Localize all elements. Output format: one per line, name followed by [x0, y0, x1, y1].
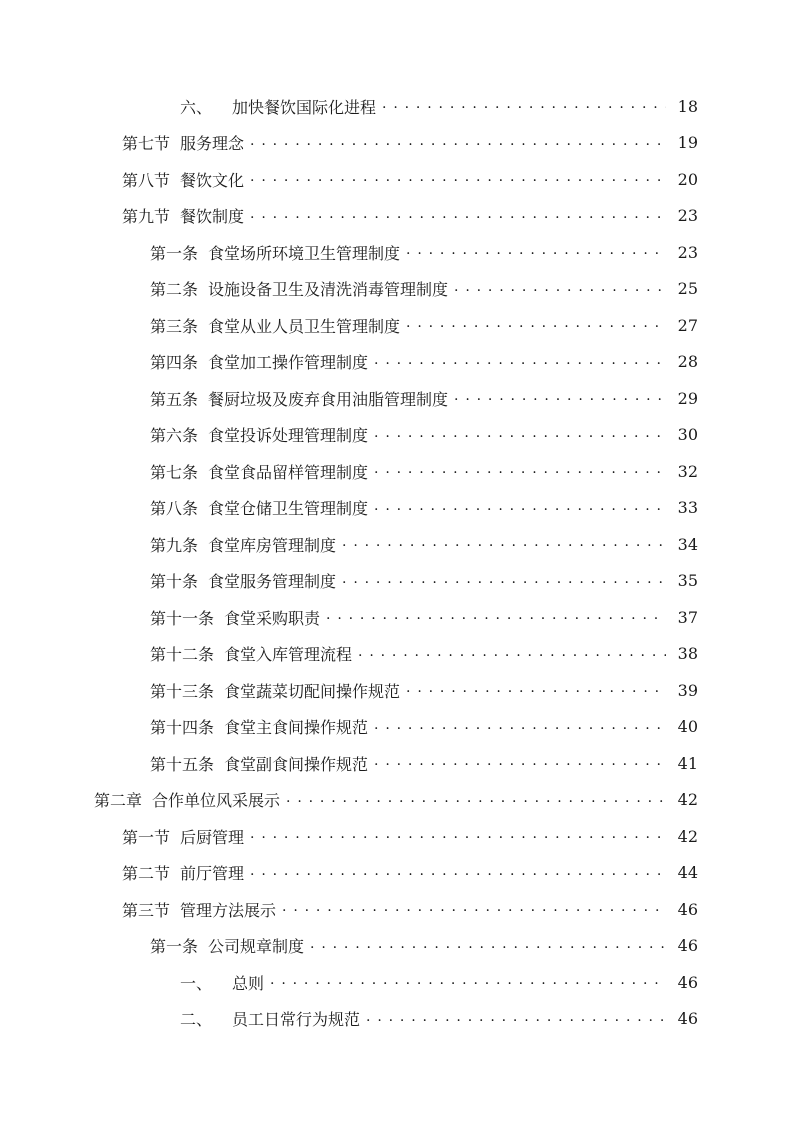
toc-entry[interactable] [0, 526, 794, 563]
toc-entry-number: 第十二条 [150, 645, 215, 665]
toc-entry[interactable] [0, 964, 794, 1001]
toc-entry-page: 41 [677, 753, 698, 773]
toc-entry-title: 总则 [232, 973, 265, 993]
dot-leader [250, 827, 666, 845]
toc-entry-title: 前厅管理 [180, 864, 245, 884]
toc-entry-number: 第七节 [122, 134, 171, 154]
toc-entry-title: 加快餐饮国际化进程 [232, 97, 377, 117]
toc-entry-number: 第十四条 [150, 718, 215, 738]
toc-entry-title: 食堂主食间操作规范 [224, 718, 369, 738]
toc-entry-page: 42 [677, 790, 698, 810]
toc-entry[interactable] [0, 709, 794, 746]
toc-entry-page: 30 [677, 425, 698, 445]
toc-entry[interactable] [0, 782, 794, 819]
toc-entry-number: 第九节 [122, 207, 171, 227]
toc-entry-number: 第十条 [150, 572, 199, 592]
toc-entry-page: 18 [677, 96, 698, 116]
dot-leader [310, 937, 666, 955]
toc-entry-page: 33 [677, 498, 698, 518]
toc-entry-title: 食堂蔬菜切配间操作规范 [224, 681, 401, 701]
toc-entry-title: 食堂副食间操作规范 [224, 754, 369, 774]
dot-leader [374, 754, 666, 772]
toc-entry-number: 二、 [180, 1010, 213, 1030]
toc-entry-number: 第三节 [122, 900, 171, 920]
dot-leader [250, 170, 666, 188]
toc-entry[interactable] [0, 745, 794, 782]
toc-entry-number: 第八节 [122, 170, 171, 190]
dot-leader [454, 389, 666, 407]
toc-entry[interactable] [0, 1001, 794, 1038]
dot-leader [366, 1010, 666, 1028]
dot-leader [358, 645, 666, 663]
toc-entry[interactable] [0, 380, 794, 417]
toc-entry-page: 20 [677, 169, 698, 189]
toc-entry-page: 34 [677, 534, 698, 554]
toc-entry-number: 第一条 [150, 937, 199, 957]
toc-entry-page: 19 [677, 133, 698, 153]
toc-entry-title: 设施设备卫生及清洗消毒管理制度 [208, 280, 449, 300]
toc-entry-number: 第五条 [150, 389, 199, 409]
toc-entry-number: 第八条 [150, 499, 199, 519]
toc-entry[interactable] [0, 818, 794, 855]
dot-leader [406, 316, 666, 334]
toc-entry[interactable] [0, 88, 794, 125]
toc-entry-number: 第九条 [150, 535, 199, 555]
dot-leader [406, 681, 666, 699]
toc-entry-number: 第六条 [150, 426, 199, 446]
dot-leader [250, 207, 666, 225]
toc-entry-number: 第十一条 [150, 608, 215, 628]
toc-entry-page: 32 [677, 461, 698, 481]
dot-leader [374, 718, 666, 736]
dot-leader [454, 280, 666, 298]
toc-entry[interactable] [0, 672, 794, 709]
toc-entry[interactable] [0, 636, 794, 673]
dot-leader [342, 535, 666, 553]
toc-entry[interactable] [0, 344, 794, 381]
table-of-contents [0, 88, 794, 1037]
toc-entry[interactable] [0, 271, 794, 308]
dot-leader [250, 864, 666, 882]
toc-entry-title: 员工日常行为规范 [232, 1010, 361, 1030]
toc-entry-title: 食堂仓储卫生管理制度 [208, 499, 369, 519]
toc-entry[interactable] [0, 855, 794, 892]
toc-entry-title: 食堂服务管理制度 [208, 572, 337, 592]
toc-entry-title: 食堂投诉处理管理制度 [208, 426, 369, 446]
dot-leader [286, 791, 666, 809]
toc-entry[interactable] [0, 563, 794, 600]
toc-entry-number: 第十三条 [150, 681, 215, 701]
dot-leader [374, 353, 666, 371]
toc-entry-page: 42 [677, 826, 698, 846]
toc-entry-page: 38 [677, 644, 698, 664]
toc-entry-number: 第七条 [150, 462, 199, 482]
toc-entry-page: 28 [677, 352, 698, 372]
toc-entry[interactable] [0, 307, 794, 344]
toc-entry-page: 29 [677, 388, 698, 408]
toc-entry-page: 46 [677, 1009, 698, 1029]
toc-entry-title: 餐饮制度 [180, 207, 245, 227]
toc-entry-title: 管理方法展示 [180, 900, 277, 920]
toc-entry-page: 23 [677, 206, 698, 226]
toc-entry-page: 23 [677, 242, 698, 262]
toc-entry-title: 服务理念 [180, 134, 245, 154]
toc-entry[interactable] [0, 161, 794, 198]
toc-entry[interactable] [0, 490, 794, 527]
toc-entry[interactable] [0, 198, 794, 235]
toc-entry-title: 合作单位风采展示 [152, 791, 281, 811]
toc-entry[interactable] [0, 417, 794, 454]
toc-entry-title: 后厨管理 [180, 827, 245, 847]
toc-entry-title: 食堂加工操作管理制度 [208, 353, 369, 373]
dot-leader [406, 243, 666, 261]
toc-entry-title: 公司规章制度 [208, 937, 305, 957]
toc-entry-page: 27 [677, 315, 698, 335]
toc-entry[interactable] [0, 928, 794, 965]
toc-entry-page: 35 [677, 571, 698, 591]
toc-entry-title: 食堂入库管理流程 [224, 645, 353, 665]
dot-leader [374, 462, 666, 480]
toc-entry-title: 食堂库房管理制度 [208, 535, 337, 555]
toc-entry-title: 食堂食品留样管理制度 [208, 462, 369, 482]
dot-leader [342, 572, 666, 590]
toc-entry-page: 39 [677, 680, 698, 700]
dot-leader [374, 426, 666, 444]
toc-entry-page: 25 [677, 279, 698, 299]
dot-leader [382, 97, 666, 115]
toc-entry-number: 第十五条 [150, 754, 215, 774]
toc-entry[interactable] [0, 453, 794, 490]
toc-entry-number: 第一条 [150, 243, 199, 263]
dot-leader [374, 499, 666, 517]
toc-entry-number: 六、 [180, 97, 213, 117]
dot-leader [270, 973, 666, 991]
toc-entry[interactable] [0, 599, 794, 636]
toc-entry-title: 食堂场所环境卫生管理制度 [208, 243, 401, 263]
toc-entry[interactable] [0, 891, 794, 928]
toc-entry-page: 37 [677, 607, 698, 627]
dot-leader [250, 134, 666, 152]
toc-entry[interactable] [0, 125, 794, 162]
toc-entry-title: 餐饮文化 [180, 170, 245, 190]
toc-entry-page: 46 [677, 972, 698, 992]
toc-entry-number: 第二章 [94, 791, 143, 811]
toc-entry-title: 食堂采购职责 [224, 608, 321, 628]
toc-entry-page: 40 [677, 717, 698, 737]
toc-entry-page: 46 [677, 899, 698, 919]
toc-entry-number: 一、 [180, 973, 213, 993]
toc-entry[interactable] [0, 234, 794, 271]
toc-entry-number: 第二条 [150, 280, 199, 300]
toc-entry-number: 第三条 [150, 316, 199, 336]
toc-entry-number: 第二节 [122, 864, 171, 884]
toc-entry-page: 46 [677, 936, 698, 956]
toc-entry-title: 食堂从业人员卫生管理制度 [208, 316, 401, 336]
dot-leader [326, 608, 666, 626]
toc-entry-title: 餐厨垃圾及废弃食用油脂管理制度 [208, 389, 449, 409]
toc-entry-page: 44 [677, 863, 698, 883]
dot-leader [282, 900, 666, 918]
toc-entry-number: 第四条 [150, 353, 199, 373]
toc-entry-number: 第一节 [122, 827, 171, 847]
